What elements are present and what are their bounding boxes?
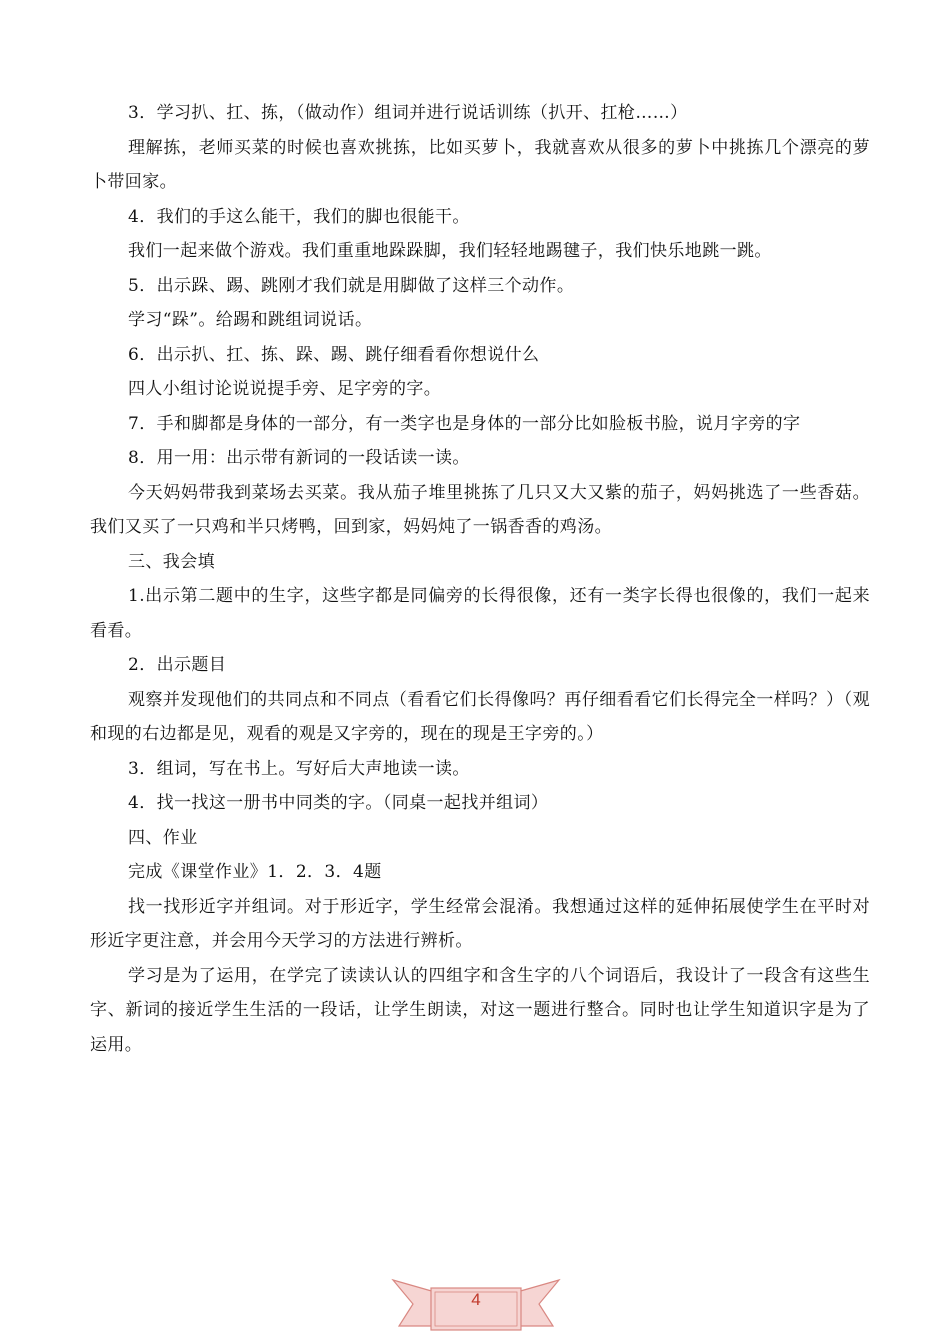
paragraph: 5．出示跺、踢、跳刚才我们就是用脚做了这样三个动作。 xyxy=(128,275,575,296)
paragraph: 8．用一用：出示带有新词的一段话读一读。 xyxy=(128,448,470,468)
section-heading: 四、作业 xyxy=(128,827,198,848)
paragraph: 理解拣，老师买菜的时候也喜欢挑拣，比如买萝卜，我就喜欢从很多的萝卜中挑拣几个漂亮的萝卜带回家。 xyxy=(90,137,870,192)
paragraph: 2．出示题目 xyxy=(128,655,227,675)
paragraph: 学习“跺”。给踢和跳组词说话。 xyxy=(128,310,373,330)
paragraph: 7．手和脚都是身体的一部分，有一类字也是身体的一部分比如脸板书脸，说月字旁的字 xyxy=(128,413,801,434)
document-body xyxy=(90,96,870,1062)
paragraph: 完成《课堂作业》1．2．3．4题 xyxy=(128,862,382,882)
paragraph: 1.出示第二题中的生字，这些字都是同偏旁的长得很像，还有一类字长得也很像的，我们一起来看看。 xyxy=(90,586,870,641)
paragraph: 四人小组讨论说说提手旁、足字旁的字。 xyxy=(128,379,442,399)
page-number: 4 xyxy=(471,1290,481,1309)
section-heading: 三、我会填 xyxy=(128,551,215,572)
paragraph: 6．出示扒、扛、拣、跺、踢、跳仔细看看你想说什么 xyxy=(128,344,540,365)
paragraph: 4．找一找这一册书中同类的字。（同桌一起找并组词） xyxy=(128,793,549,813)
paragraph: 学习是为了运用，在学完了读读认认的四组字和含生字的八个词语后，我设计了一段含有这些生字、新词的接近学生生活的一段话，让学生朗读，对这一题进行整合。同时也让学生知道识字是为了运用。 xyxy=(90,965,870,1055)
paragraph: 4．我们的手这么能干，我们的脚也很能干。 xyxy=(128,206,470,227)
paragraph: 观察并发现他们的共同点和不同点（看看它们长得像吗？再仔细看看它们长得完全一样吗？）（观和现的右边都是见，观看的观是又字旁的，现在的现是王字旁的。） xyxy=(90,689,870,744)
paragraph: 3．组词，写在书上。写好后大声地读一读。 xyxy=(128,758,470,779)
paragraph: 3．学习扒、扛、拣，（做动作）组词并进行说话训练（扒开、扛枪……） xyxy=(128,103,688,123)
paragraph: 找一找形近字并组词。对于形近字，学生经常会混淆。我想通过这样的延伸拓展使学生在平时对形近字更注意，并会用今天学习的方法进行辨析。 xyxy=(90,896,870,951)
paragraph: 今天妈妈带我到菜场去买菜。我从茄子堆里挑拣了几只又大又紫的茄子，妈妈挑选了一些香菇。我们又买了一只鸡和半只烤鸭，回到家，妈妈炖了一锅香香的鸡汤。 xyxy=(90,482,870,537)
paragraph: 我们一起来做个游戏。我们重重地跺跺脚，我们轻轻地踢毽子，我们快乐地跳一跳。 xyxy=(128,241,772,261)
page-footer xyxy=(391,1266,561,1336)
